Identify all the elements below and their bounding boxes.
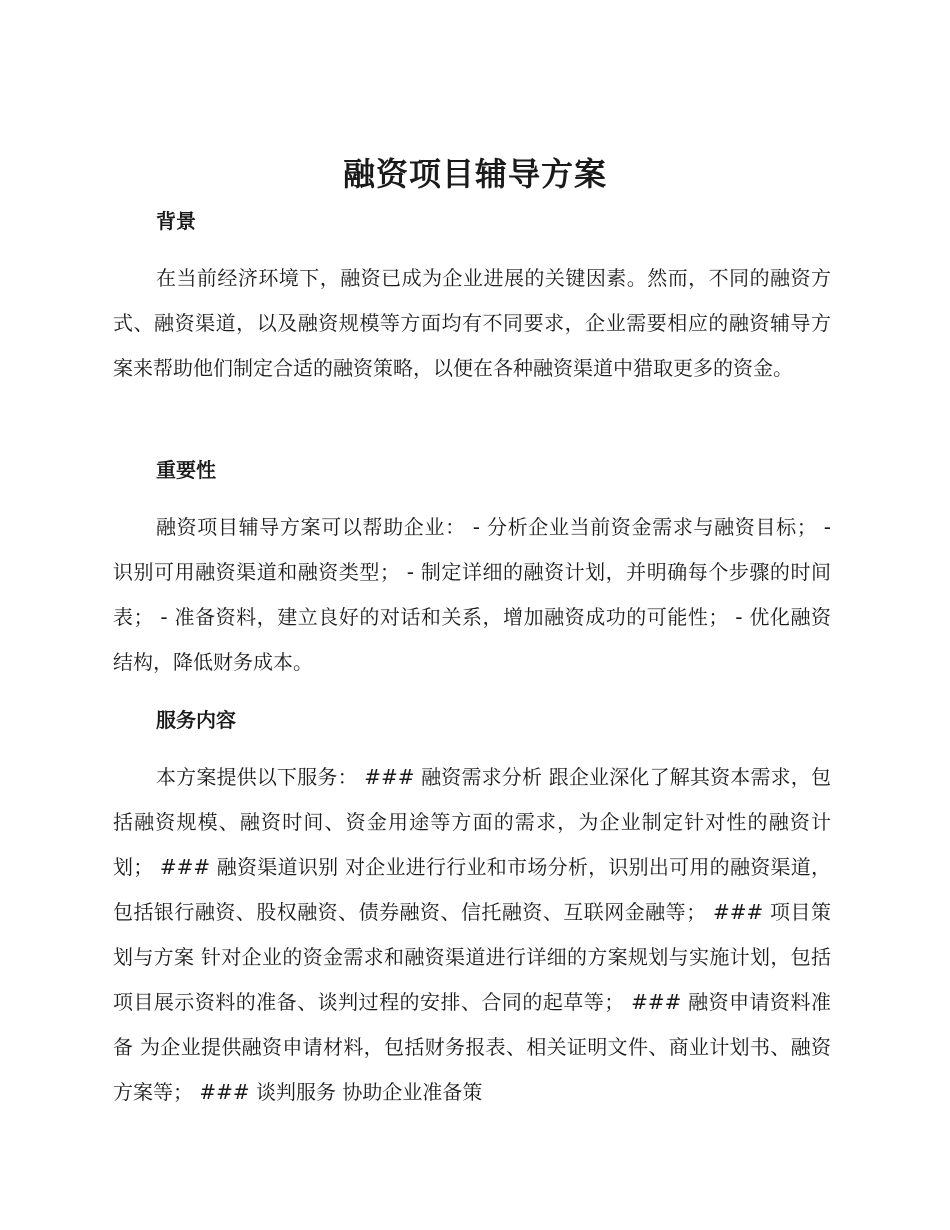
document-title: 融资项目辅导方案 [342, 155, 607, 193]
section-heading-background: 背景 [156, 209, 196, 233]
section-body-services: 本方案提供以下服务： ### 融资需求分析 跟企业深化了解其资本需求，包括融资规模、融资时间、资金用途等方面的需求，为企业制定针对性的融资计划； ### 融资渠道识别 对企业进行行业和市场分析，识别出可用的融资渠道，包括银行融资、股权融资、债券融资、信托融资、互联网金融等； ### 项目策划与方案 针对企业的资金需求和融资渠道进行详细的方案规划与实施计划，包括项目展示资料的准备、谈判过程的安排、合同的起草等； ### 融资申请资料准备 为企业提供融资申请材料，包括财务报表、相关证明文件、商业计划书、融资方案等； ### 谈判服务 协助企业准备策 [113, 765, 831, 1104]
section-body-importance: 融资项目辅导方案可以帮助企业： - 分析企业当前资金需求与融资目标； - 识别可用融资渠道和融资类型； - 制定详细的融资计划，并明确每个步骤的时间表； - 准备资料，建立良好的对话和关系，增加融资成功的可能性； - 优化融资结构，降低财务成本。 [113, 515, 831, 674]
section-heading-importance: 重要性 [156, 458, 216, 482]
section-heading-services: 服务内容 [156, 708, 236, 732]
section-body-background: 在当前经济环境下，融资已成为企业进展的关键因素。然而，不同的融资方式、融资渠道，以及融资规模等方面均有不同要求，企业需要相应的融资辅导方案来帮助他们制定合适的融资策略，以便在各种融资渠道中猎取更多的资金。 [113, 266, 831, 380]
